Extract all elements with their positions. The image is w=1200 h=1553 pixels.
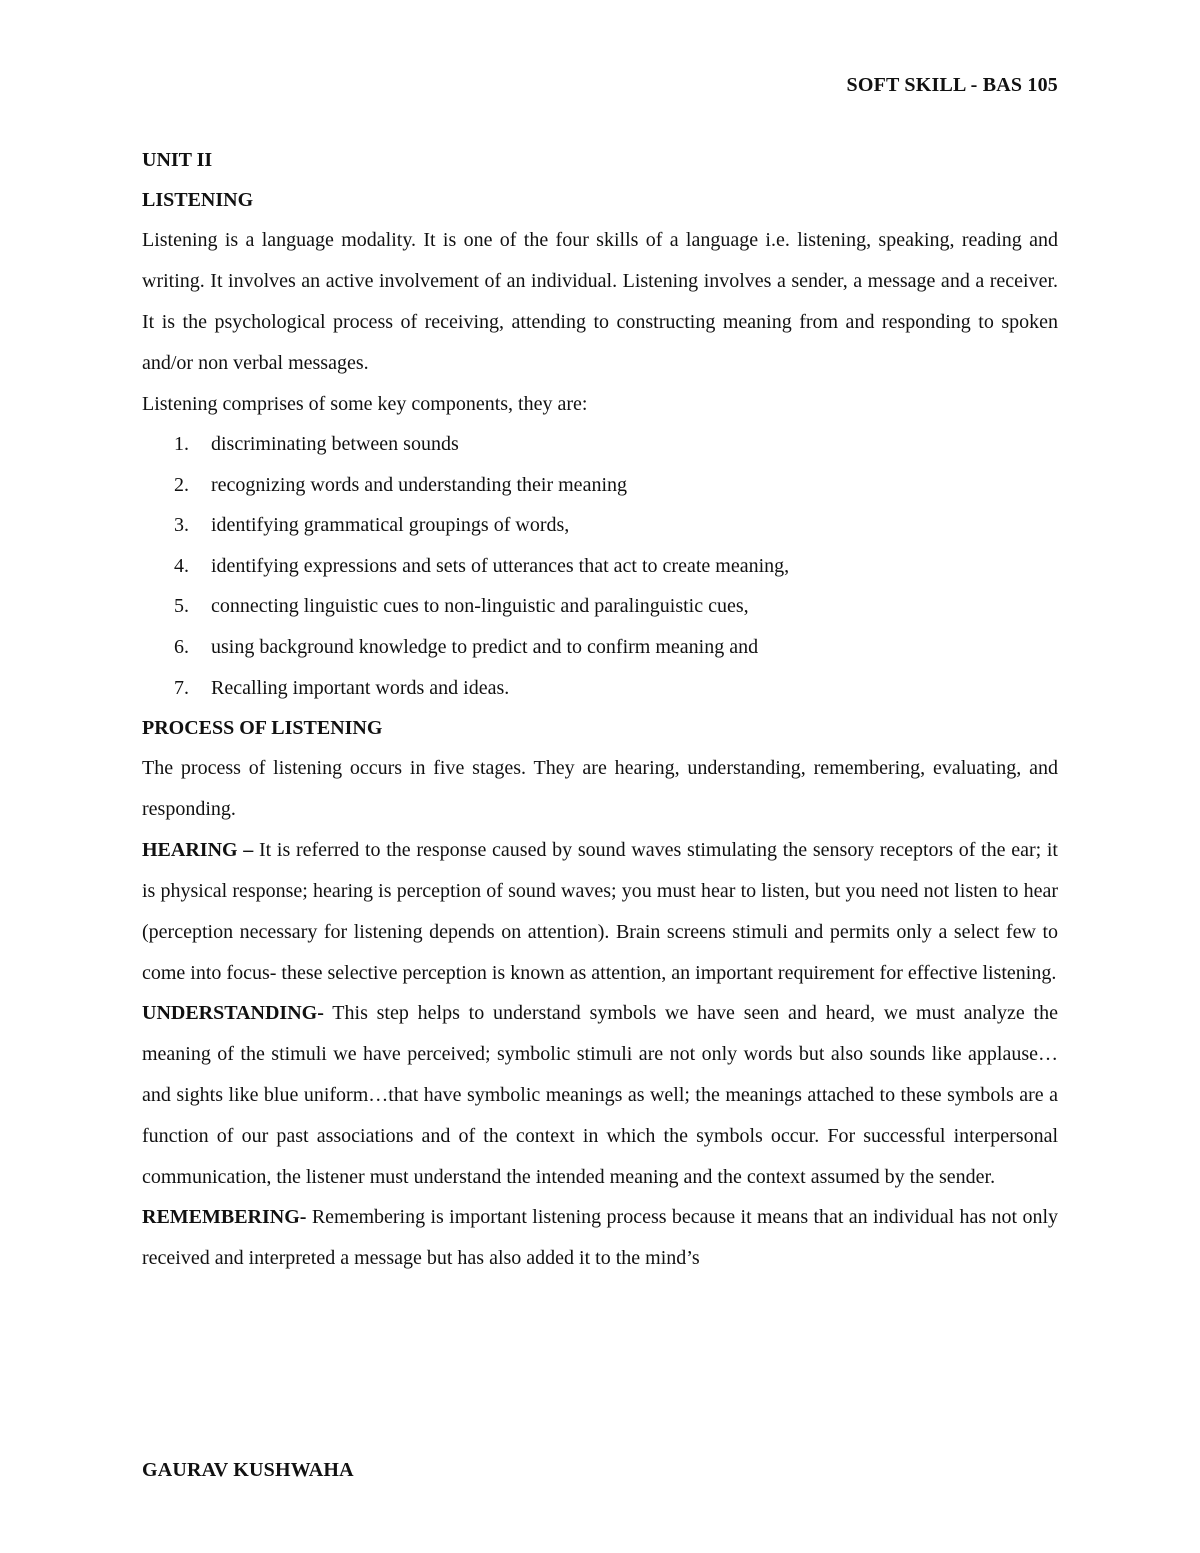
intro-paragraph: Listening is a language modality. It is one of the four skills of a language i.e. listening, speaking, reading and writing. It involves an active involvement of an individual. Listening involves a sender, a message and a receiver. It is the psychological process of receiving, attending to constructing meaning from and responding to spoken and/or non verbal messages.: [142, 229, 1058, 374]
list-item-text: identifying grammatical groupings of words,: [211, 514, 570, 537]
list-item-number: 5.: [174, 595, 189, 618]
list-item-number: 4.: [174, 554, 189, 577]
list-item: [142, 424, 1058, 465]
understanding-lead: UNDERSTANDING-: [142, 1002, 324, 1025]
process-paragraph: The process of listening occurs in five stages. They are hearing, understanding, remembering, evaluating, and responding.: [142, 757, 1058, 821]
list-item-text: identifying expressions and sets of utterances that act to create meaning,: [211, 554, 790, 577]
list-item-text: recognizing words and understanding their meaning: [211, 473, 627, 496]
remembering-section: [142, 1197, 1058, 1279]
remembering-text: Remembering is important listening process because it means that an individual has not only received and interpreted a message but has also added it to the mind’s: [142, 1206, 1058, 1270]
list-item-number: 6.: [174, 635, 189, 658]
list-item: [142, 668, 1058, 709]
list-item-number: 7.: [174, 676, 189, 699]
list-item: [142, 627, 1058, 668]
list-item-number: 3.: [174, 514, 189, 537]
unit-title: UNIT II: [142, 149, 213, 171]
list-item-text: using background knowledge to predict and to confirm meaning and: [211, 635, 759, 658]
hearing-section: [142, 830, 1058, 993]
process-heading: PROCESS OF LISTENING: [142, 717, 383, 740]
list-item-number: 2.: [174, 473, 189, 496]
page-header-course: SOFT SKILL - BAS 105: [846, 74, 1058, 96]
components-list: [142, 424, 1058, 708]
list-item-text: discriminating between sounds: [211, 433, 459, 455]
list-item-text: Recalling important words and ideas.: [211, 676, 510, 699]
hearing-lead: HEARING –: [142, 839, 254, 862]
list-item: [142, 505, 1058, 546]
understanding-text: This step helps to understand symbols we have seen and heard, we must analyze the meaning of the stimuli we have perceived; symbolic stimuli are not only words but also sounds like applause… and sights like blue uniform…that have symbolic meanings as well; the meanings attached to these symbols are a function of our past associations and of the context in which the symbols occur. For successful interpersonal communication, the listener must understand the intended meaning and the context assumed by the sender.: [142, 1002, 1058, 1188]
remembering-lead: REMEMBERING-: [142, 1206, 307, 1229]
list-item-text: connecting linguistic cues to non-linguistic and paralinguistic cues,: [211, 595, 749, 618]
understanding-section: [142, 993, 1058, 1197]
list-item: [142, 586, 1058, 627]
page-footer-author: GAURAV KUSHWAHA: [142, 1459, 354, 1481]
list-item: [142, 465, 1058, 506]
listening-heading: LISTENING: [142, 189, 254, 211]
hearing-text: It is referred to the response caused by sound waves stimulating the sensory receptors of the ear; it is physical response; hearing is perception of sound waves; you must hear to listen, but you need not listen to hear (perception necessary for listening depends on attention). Brain screens stimuli and permits only a select few to come into focus- these selective perception is known as attention, an important requirement for effective listening.: [142, 839, 1058, 984]
list-item: [142, 546, 1058, 587]
document-body: [142, 140, 1058, 1279]
components-intro: Listening comprises of some key components, they are:: [142, 393, 588, 415]
list-item-number: 1.: [174, 433, 189, 455]
